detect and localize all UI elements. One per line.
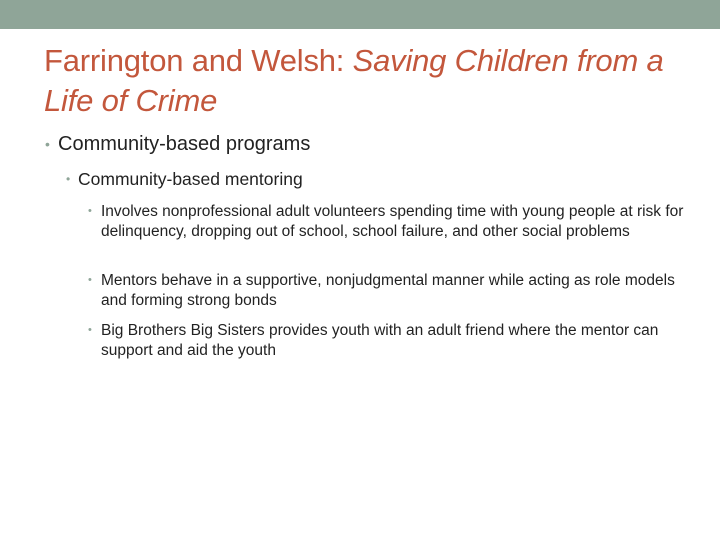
bullet-text: Big Brothers Big Sisters provides youth with an adult friend where the mentor can support and aid the youth <box>101 322 659 359</box>
bullet-text: Community-based programs <box>58 133 311 155</box>
bullet-level3-item <box>88 271 686 310</box>
bullet-level3-item <box>88 202 686 241</box>
bullet-marker: • <box>88 274 92 286</box>
bullet-marker: • <box>88 205 92 217</box>
bullet-text: Involves nonprofessional adult volunteers spending time with young people at risk for delinquency, dropping out of school, school failure, and other social problems <box>101 203 684 240</box>
bullet-marker: • <box>45 136 50 152</box>
bullet-marker: • <box>66 172 71 186</box>
bullet-level3-item <box>88 321 686 360</box>
bullet-marker: • <box>88 324 92 336</box>
bullet-text: Mentors behave in a supportive, nonjudgmental manner while acting as role models and forming strong bonds <box>101 272 675 309</box>
title-main: Farrington and Welsh: <box>44 43 353 78</box>
title-italic: Saving Children from a Life of Crime <box>44 43 664 118</box>
bullet-text: Community-based mentoring <box>78 169 303 189</box>
bullet-level1 <box>45 131 678 157</box>
bullet-level2 <box>66 168 678 191</box>
